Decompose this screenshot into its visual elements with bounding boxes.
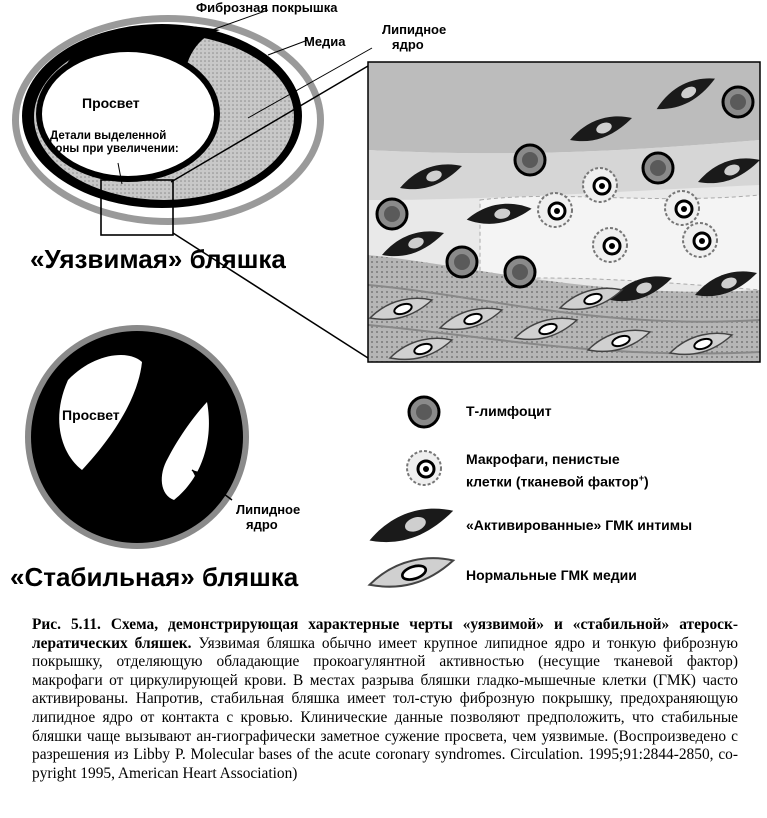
legend-normal-smc: Нормальные ГМК медии — [466, 567, 637, 583]
vulnerable-lumen-label: Просвет — [82, 95, 140, 111]
fibrous-cap-band — [368, 62, 760, 153]
detail-label-line2: зоны при увеличении: — [50, 143, 179, 155]
lumen — [42, 52, 214, 176]
legend-macrophage-line1: Макрофаги, пенистые — [466, 451, 620, 467]
media-label: Медиа — [304, 34, 346, 49]
vulnerable-plaque-drawing — [12, 10, 372, 358]
legend-icons — [370, 397, 454, 587]
stable-lipid-label-line1: Липидное — [236, 502, 301, 517]
legend-t-lymphocyte: Т-лимфоцит — [466, 403, 552, 419]
detail-panel — [368, 62, 760, 362]
legend-macrophage-line2: клетки (тканевой фактор+) — [466, 473, 649, 490]
stable-lumen-label: Просвет — [62, 407, 120, 423]
stable-plaque-title: «Стабильная» бляшка — [10, 562, 299, 592]
stable-plaque-drawing — [25, 325, 249, 549]
macrophage-icon — [407, 451, 441, 485]
caption-lead: Рис. 5.11. Схема, демонстрирующая характерные черты «уязвимой» и «стабильной» атероск-лератических бляшек. — [32, 616, 738, 652]
lipid-core-label-line1: Липидное — [382, 22, 447, 37]
normal-smc-icon — [370, 558, 454, 586]
detail-label-line1: Детали выделенной — [50, 130, 167, 142]
stable-lipid-label-line2: ядро — [246, 517, 278, 532]
t-lymphocyte-icon — [409, 397, 439, 427]
vulnerable-plaque-title: «Уязвимая» бляшка — [30, 244, 286, 274]
activated-smc-icon — [370, 509, 454, 542]
legend-activated-smc: «Активированные» ГМК интимы — [466, 517, 693, 533]
caption-body: Уязвимая бляшка обычно имеет крупное липидное ядро и тонкую фиброзную покрышку, отделяющую обладающие прокоагулянтной активностью (несущие тканевой фактор) макрофаги от циркулирующей крови. В местах разрыва бляшки гладко-мышечные клетки (ГМК) часто активированы. Напротив, стабильная бляшка имеет тол-стую фиброзную покрышку, предохраняющую липидное ядро от контакта с кровью. Клинические данные позволяют предположить, что стабильные бляшки чаще вызывают ан-гиографически заметное сужение просвета, чем уязвимые. (Воспроизведено с разрешения из Libby P. Molecular bases of the acute coronary syndromes. Circulation. 1995;91:2844-2850, co-pyright 1995, American Heart Association) — [32, 634, 738, 782]
lipid-core-label-line2: ядро — [392, 37, 424, 52]
figure-caption — [32, 616, 738, 783]
fibrous-cap-label: Фиброзная покрышка — [196, 0, 338, 15]
